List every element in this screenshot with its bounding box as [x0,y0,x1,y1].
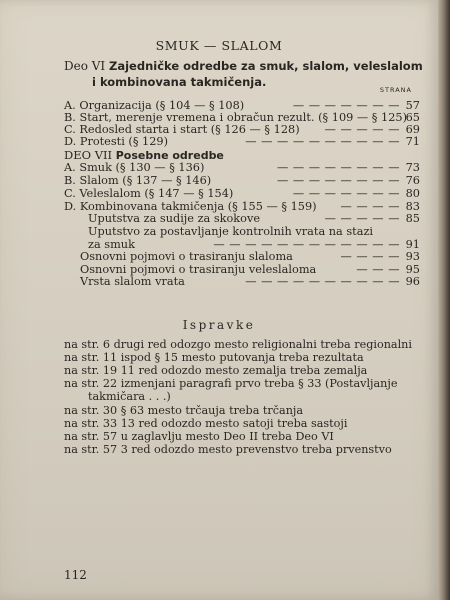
book-spine-edge [438,0,450,600]
toc-item-text: B. Slalom (§ 137 — § 146) [64,174,212,187]
toc-row [64,188,420,200]
leader-dashes: — — — — [340,250,400,263]
toc-page-number: 76 [405,174,420,187]
toc-page-number: 69 [405,123,420,136]
page-title: SMUK — SLALOM [155,38,283,53]
toc-item-text: D. Protesti (§ 129) [64,135,169,148]
toc-page-number: 83 [405,200,420,213]
toc-row [64,136,420,148]
toc-item-text: A. Smuk (§ 130 — § 136) [64,161,205,174]
section-6-heading-line2: i kombinovana takmičenja. [92,75,267,89]
toc-page-number: 91 [405,238,420,251]
toc-item-text: C. Redosled starta i start (§ 126 — § 128) [64,123,300,136]
toc-page-number: 57 [405,99,420,112]
toc-row [80,276,420,288]
toc-page-number: 93 [405,250,420,263]
toc-item-text: Vrsta slalom vrata [80,275,185,288]
section-6-heading [64,58,424,74]
toc-page-number: 95 [405,263,420,276]
toc-row [80,251,420,263]
toc-item-text: Osnovni pojmovi o trasiranju veleslaloma [80,263,317,276]
leader-dashes: — — — — — — — — [276,161,400,174]
leader-dashes: — — — [356,263,400,276]
toc-row [64,162,420,174]
leader-dashes: — — — — — — — — — — [245,135,400,148]
toc-row [88,213,420,225]
toc-page-number: 65 [405,111,420,124]
toc-row [88,226,420,238]
section-7-title: Posebne odredbe [115,149,224,162]
errata-line: na str. 33 13 red odozdo mesto satoji treba sastoji [64,417,348,430]
leader-dashes: — — — — — — — [292,187,400,200]
errata-line: na str. 30 § 63 mesto trčauja treba trčanja [64,404,304,417]
errata-line: na str. 19 11 red odozdo mesto zemalja treba zemalja [64,364,368,377]
leader-dashes: — — — — — — — — — — [245,275,400,288]
toc-item-text: B. Start, merenje vremena i obračun rezult. (§ 109 — § 125) [64,111,408,124]
leader-dashes: — — — — — [324,212,400,225]
errata-line-continuation: takmičara . . .) [88,390,171,403]
toc-page-number: 80 [405,187,420,200]
toc-item-text: Uputstvo za postavljanje kontrolnih vrata na stazi [88,225,374,238]
errata-line: na str. 57 3 red odozdo mesto prevenstvo treba prvenstvo [64,443,392,456]
page-number: 112 [64,568,87,582]
toc-item-text: D. Kombinovana takmičenja (§ 155 — § 159) [64,200,317,213]
errata-line: na str. 11 ispod § 15 mesto putovanja treba rezultata [64,351,364,364]
section-6-prefix: Deo VI [64,59,106,73]
toc-page-number: 73 [405,161,420,174]
leader-dashes: — — — — — — — — [276,174,400,187]
leader-dashes: — — — — — — — [292,99,400,112]
toc-page-number: 96 [405,275,420,288]
strana-label: STRANA [379,86,412,94]
leader-dashes: — — — — — — — — — — — — [213,238,400,251]
toc-item-text: Uputstva za sudije za skokove [88,212,261,225]
errata-line: na str. 6 drugi red odozgo mesto religionalni treba regionalni [64,338,412,351]
leader-dashes: — — — — [340,200,400,213]
section-6-heading-line1: Zajedničke odredbe za smuk, slalom, veleslalom [109,59,423,73]
section-7-prefix: DEO VII [64,148,113,162]
toc-page-number: 71 [405,135,420,148]
errata-line: na str. 57 u zaglavlju mesto Deo II treba Deo VI [64,430,334,443]
toc-item-text: A. Organizacija (§ 104 — § 108) [64,99,245,112]
errata-line: na str. 22 izmenjani paragrafi prvo treba § 33 (Postavljanje [64,377,398,390]
toc-row [64,175,420,187]
toc-item-text: za smuk [88,238,135,251]
leader-dashes: — — — — — [324,123,400,136]
toc-page-number: 85 [405,212,420,225]
toc-item-text: C. Veleslalom (§ 147 — § 154) [64,187,234,200]
toc-item-text: Osnovni pojmovi o trasiranju slaloma [80,250,293,263]
errata-title: Ispravke [182,318,256,332]
